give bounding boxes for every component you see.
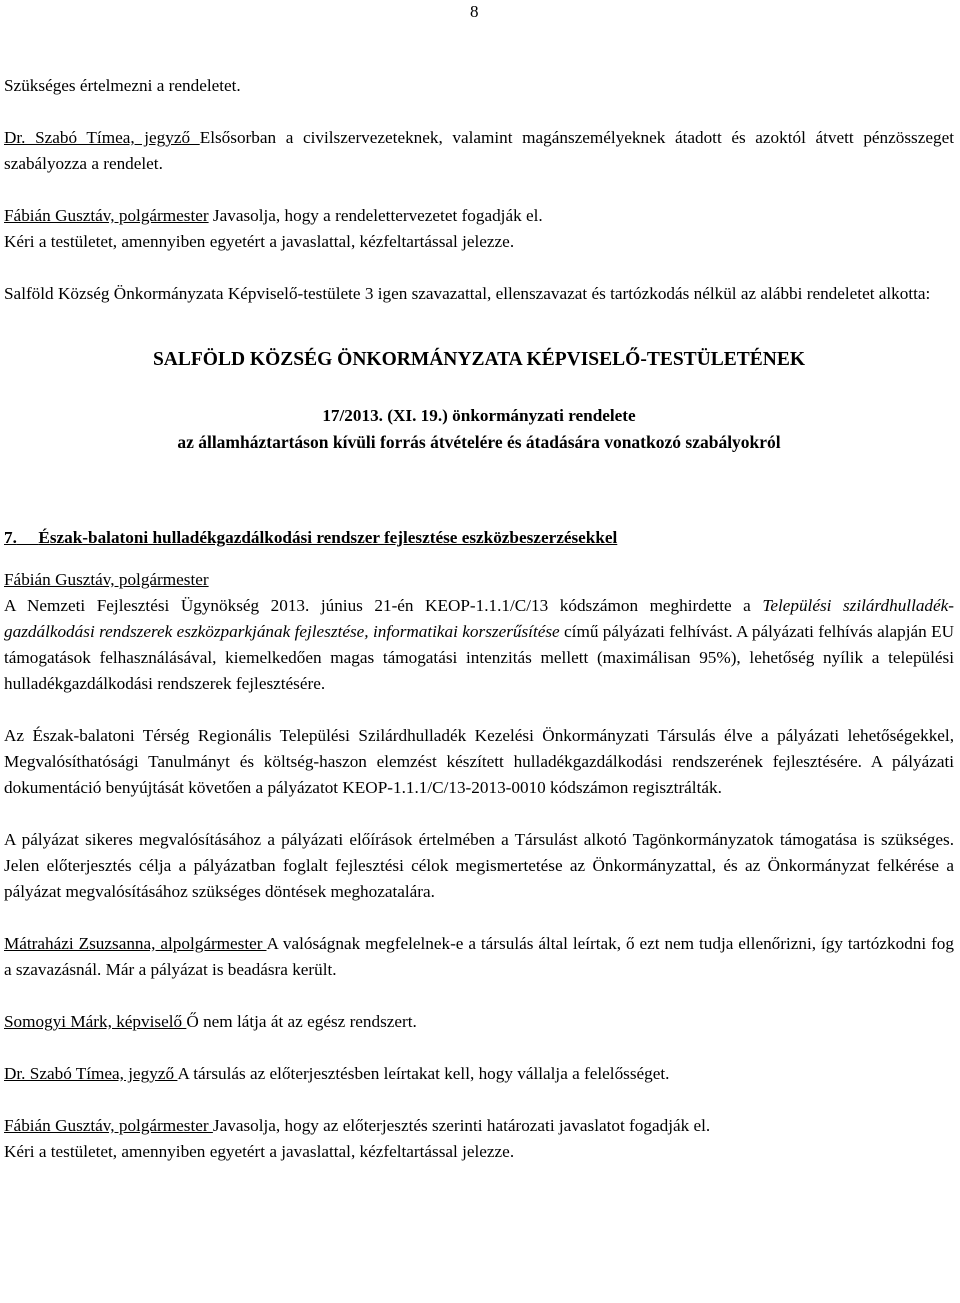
paragraph-notary-2: Dr. Szabó Tímea, jegyző A társulás az előterjesztésben leírtakat kell, hogy vállalja a felelősséget. bbox=[4, 1064, 670, 1083]
paragraph-association: Az Észak-balatoni Térség Regionális Települési Szilárdhulladék Kezelési Önkormányzati Társulás élve a pályázati lehetőségekkel, Megvalósíthatósági Tanulmányt és költség-haszon elemzést készített hulladékgazdálkodási rendszerének fejlesztésére. A pályázati dokumentáció benyújtását követően a pályázatot KEOP-1.1.1/C/13-2013-0010 kódszámon regisztrálták. bbox=[4, 726, 954, 797]
paragraph-representative: Somogyi Márk, képviselő Ő nem látja át az egész rendszert. bbox=[4, 1012, 417, 1031]
speaker-name: Somogyi Márk, képviselő bbox=[4, 1012, 187, 1031]
paragraph-mayor-3: Fábián Gusztáv, polgármester Javasolja, hogy az előterjesztés szerinti határozati javaslatot fogadják el. Kéri a testületet, amennyiben egyetért a javaslattal, kézfeltartással jelezze. bbox=[4, 1116, 711, 1161]
paragraph-support: A pályázat sikeres megvalósításához a pályázati előírások értelmében a Társulást alkotó Tagönkormányzatok támogatása is szükséges. Jelen előterjesztés célja a pályázatban foglalt fejlesztési célok megismertetése az Önkormányzattal, és az Önkormányzat felkérése a pályázat megvalósításához szükséges döntések meghozatalára. bbox=[4, 830, 954, 901]
agenda-item-heading bbox=[4, 525, 954, 551]
speech-text: Javasolja, hogy a rendelettervezetet fogadják el. bbox=[208, 206, 543, 225]
paragraph-mayor-1 bbox=[4, 203, 954, 255]
paragraph-resolution: Salföld Község Önkormányzata Képviselő-testülete 3 igen szavazattal, ellenszavazat és tartózkodás nélkül az alábbi rendeletet alkotta: bbox=[4, 284, 931, 303]
paragraph-interpretation: Szükséges értelmezni a rendeletet. bbox=[4, 76, 241, 95]
page-number: 8 bbox=[470, 2, 479, 21]
decree-number: 17/2013. (XI. 19.) önkormányzati rendelete bbox=[322, 406, 636, 425]
speaker-name: Dr. Szabó Tímea, jegyző bbox=[4, 1064, 178, 1083]
speaker-name: Fábián Gusztáv, polgármester bbox=[4, 570, 209, 589]
decree-title: SALFÖLD KÖZSÉG ÖNKORMÁNYZATA KÉPVISELŐ-TESTÜLETÉNEK bbox=[152, 349, 806, 370]
agenda-item-title: Észak-balatoni hulladékgazdálkodási rendszer fejlesztése eszközbeszerzésekkel bbox=[38, 528, 618, 547]
paragraph-deputy-mayor: Mátraházi Zsuzsanna, alpolgármester A valóságnak megfelelnek-e a társulás által leírtak, ő ezt nem tudja ellenőrizni, így tartózkodni fog a szavazásnál. Már a pályázat is beadásra került. bbox=[4, 934, 954, 979]
speaker-name: Mátraházi Zsuzsanna, alpolgármester bbox=[4, 934, 267, 953]
tender-title: Települési szilárdhulladék-gazdálkodási rendszerek eszközparkjának fejlesztése, informatikai korszerűsítése bbox=[4, 596, 955, 641]
speech-text-line2: Kéri a testületet, amennyiben egyetért a javaslattal, kézfeltartással jelezze. bbox=[4, 232, 515, 251]
paragraph-mayor-2: Fábián Gusztáv, polgármester A Nemzeti Fejlesztési Ügynökség 2013. június 21-én KEOP-1.1.1/C/13 kódszámon meghirdette a Települési szilárdhulladék-gazdálkodási rendszerek eszközparkjának fejlesztése, informatikai korszerűsítése című pályázati felhívást. A pályázati felhívás alapján EU támogatások felhasználásával, kiemelkedően magas támogatási intenzitás mellett (maximálisan 95%), lehetőség nyílik a települési hulladékgazdálkodási rendszerek fejlesztésére. bbox=[4, 570, 955, 693]
speaker-name: Fábián Gusztáv, polgármester bbox=[4, 206, 209, 225]
decree-subject: az államháztartáson kívüli forrás átvételére és átadására vonatkozó szabályokról bbox=[177, 432, 781, 452]
speech-text: Elsősorban a civilszervezeteknek, valamint magánszemélyeknek átadott és azoktól átvett pénzösszeget szabályozza a rendelet. bbox=[4, 128, 954, 173]
speaker-name: Dr. Szabó Tímea, jegyző bbox=[4, 128, 200, 147]
speaker-name: Fábián Gusztáv, polgármester bbox=[4, 1116, 213, 1135]
agenda-item-number: 7. bbox=[4, 528, 17, 547]
document-body bbox=[4, 73, 954, 1191]
paragraph-notary-1 bbox=[4, 125, 954, 177]
